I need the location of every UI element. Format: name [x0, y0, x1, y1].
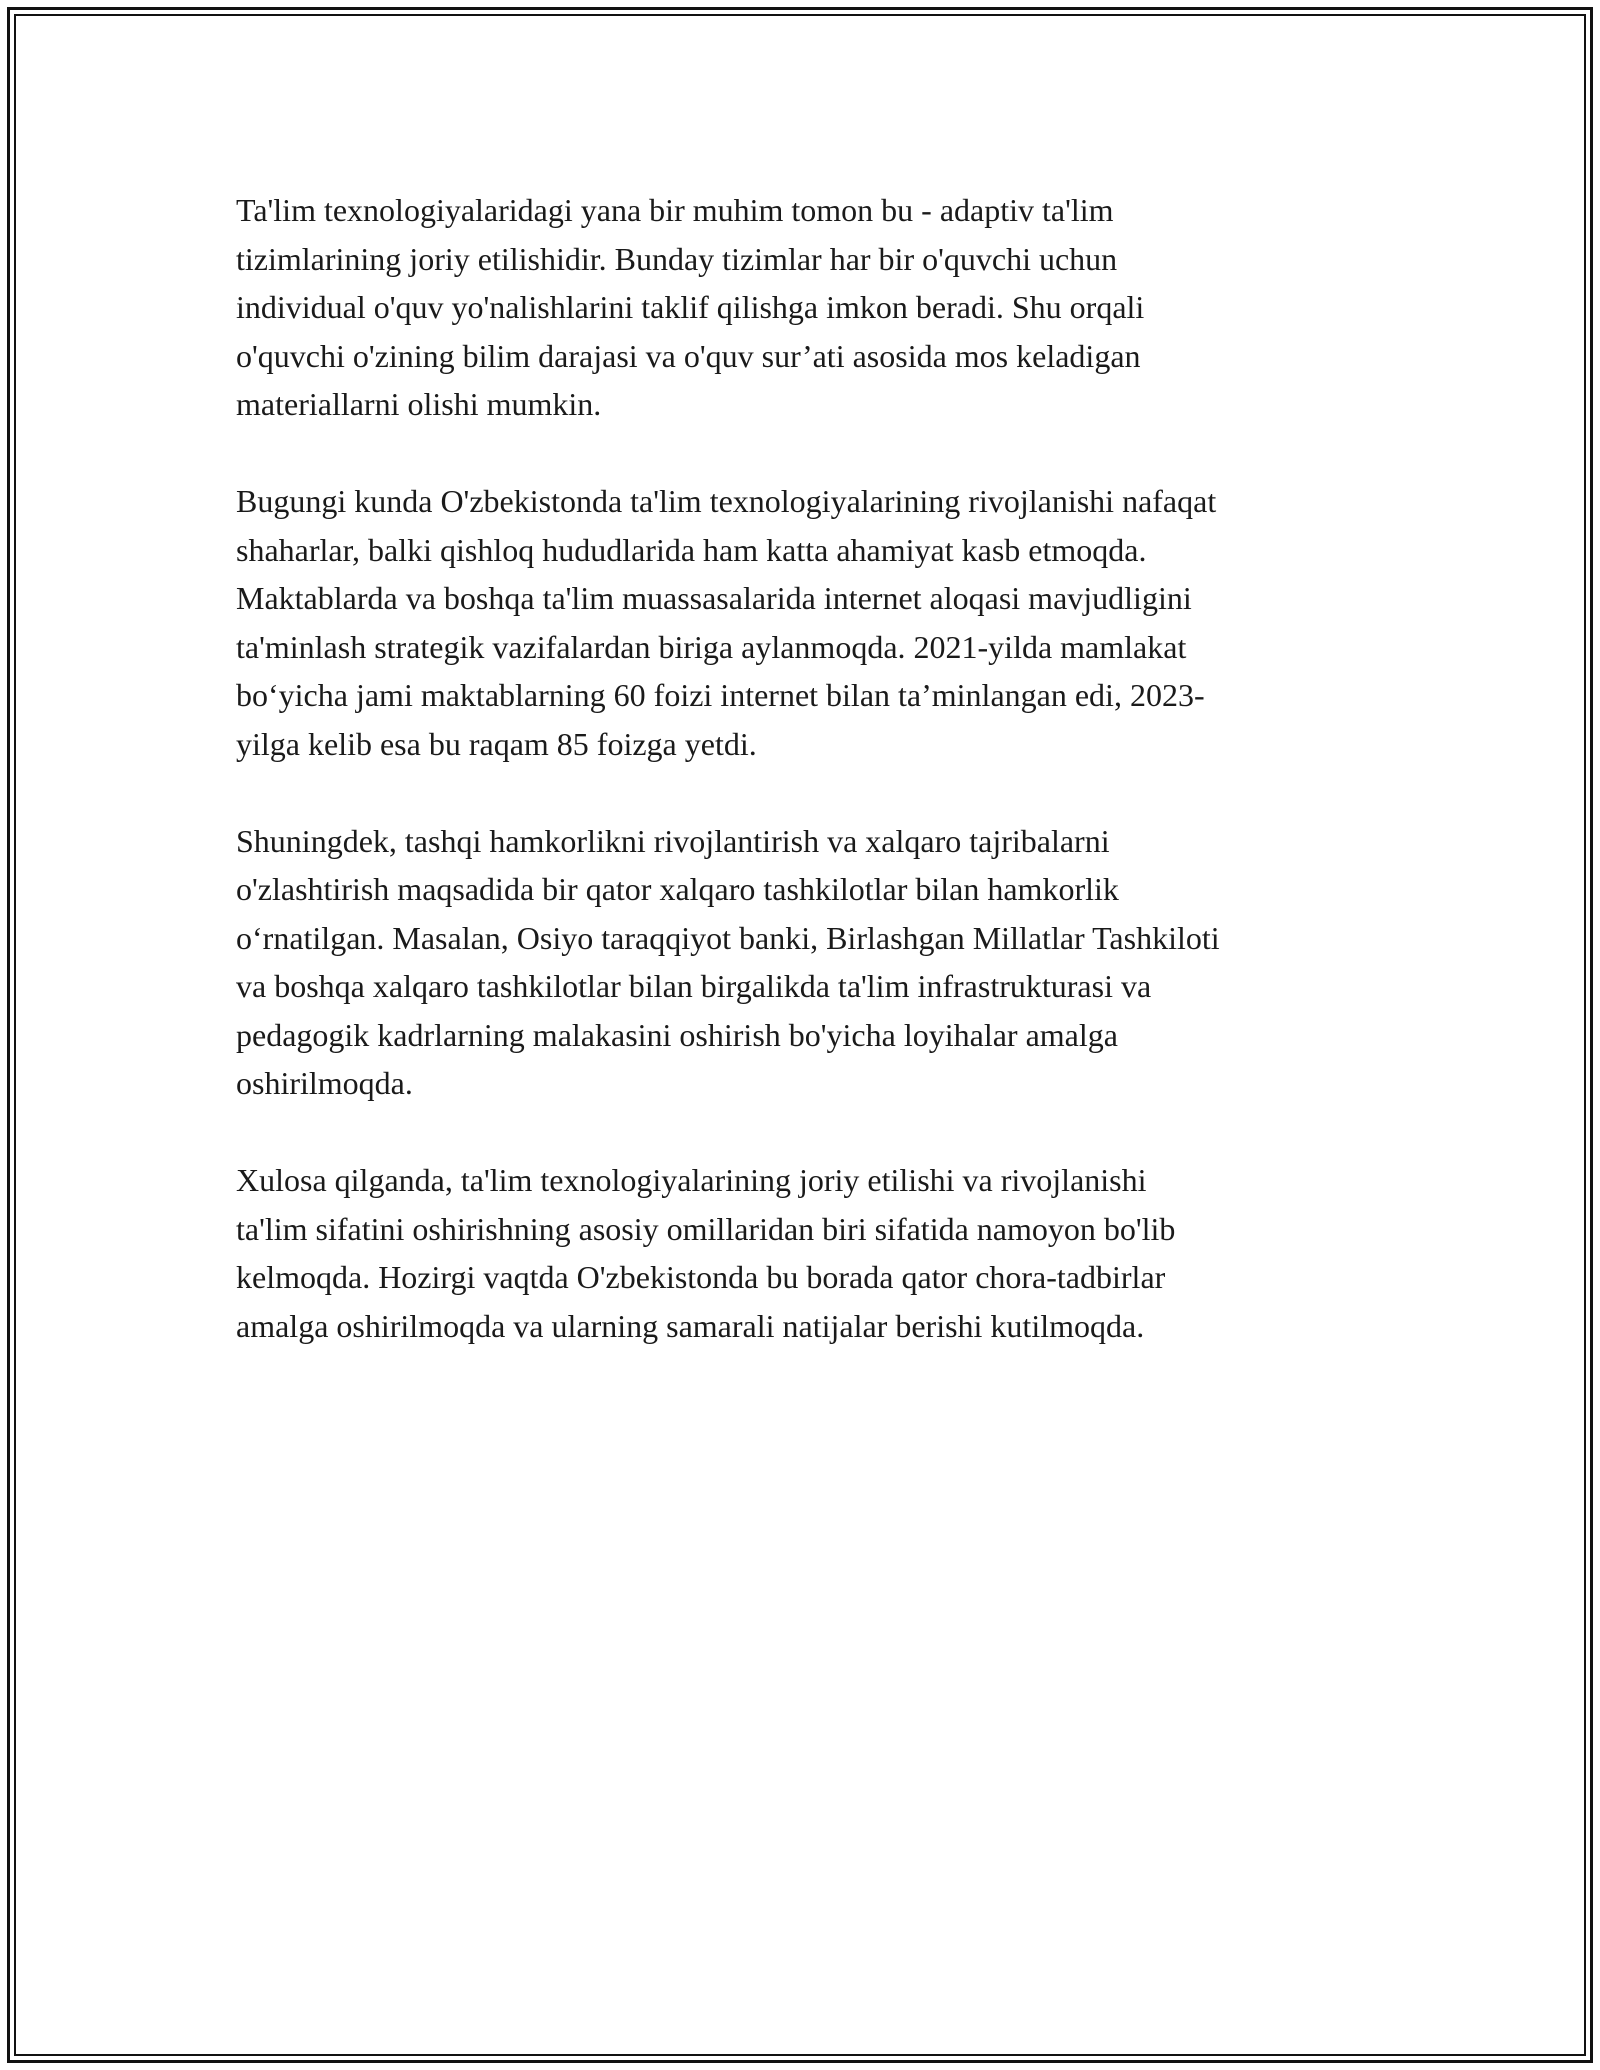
text-line: Bugungi kunda O'zbekistonda ta'lim texnologiyalarining rivojlanishi nafaqat: [236, 483, 1217, 519]
text-line: va boshqa xalqaro tashkilotlar bilan birgalikda ta'lim infrastrukturasi va: [236, 968, 1152, 1004]
text-line: ta'lim sifatini oshirishning asosiy omillaridan biri sifatida namoyon bo'lib: [236, 1210, 1176, 1247]
text-line: materiallarni olishi mumkin.: [236, 386, 602, 422]
paragraph-conclusion: [236, 1156, 1376, 1350]
text-line: tizimlarining joriy etilishidir. Bunday tizimlar har bir o'quvchi uchun: [236, 240, 1118, 277]
text-line: yilga kelib esa bu raqam 85 foizga yetdi.: [236, 725, 757, 762]
text-line: oshirilmoqda.: [236, 1065, 413, 1101]
text-line: pedagogik kadrlarning malakasini oshirish bo'yicha loyihalar amalga: [236, 1016, 1118, 1053]
text-line: shaharlar, balki qishloq hududlarida ham katta ahamiyat kasb etmoqda.: [236, 531, 1147, 568]
text-line: o‘rnatilgan. Masalan, Osiyo taraqqiyot banki, Birlashgan Millatlar Tashkiloti: [236, 919, 1220, 956]
text-line: Maktablarda va boshqa ta'lim muassasalarida internet aloqasi mavjudligini: [236, 580, 1192, 616]
text-line: Ta'lim texnologiyalaridagi yana bir muhim tomon bu - adaptiv ta'lim: [236, 192, 1114, 228]
text-line: individual o'quv yo'nalishlarini taklif qilishga imkon beradi. Shu orqali: [236, 289, 1145, 325]
text-line: amalga oshirilmoqda va ularning samarali natijalar berishi kutilmoqda.: [236, 1307, 1145, 1344]
text-line: ta'minlash strategik vazifalardan biriga aylanmoqda. 2021-yilda mamlakat: [236, 628, 1187, 665]
text-line: bo‘yicha jami maktablarning 60 foizi internet bilan ta’minlangan edi, 2023-: [236, 677, 1205, 713]
text-line: o'zlashtirish maqsadida bir qator xalqaro tashkilotlar bilan hamkorlik: [236, 871, 1119, 907]
text-line: Shuningdek, tashqi hamkorlikni rivojlantirish va xalqaro tajribalarni: [236, 822, 1110, 859]
text-line: Xulosa qilganda, ta'lim texnologiyalarining joriy etilishi va rivojlanishi: [236, 1162, 1147, 1198]
document-body: [236, 186, 1376, 1399]
text-line: o'quvchi o'zining bilim darajasi va o'quv sur’ati asosida mos keladigan: [236, 337, 1141, 374]
paragraph-adaptive-learning: [236, 186, 1376, 429]
paragraph-international-cooperation: [236, 817, 1376, 1108]
paragraph-internet-access: [236, 477, 1376, 768]
text-line: kelmoqda. Hozirgi vaqtda O'zbekistonda bu borada qator chora-tadbirlar: [236, 1259, 1166, 1295]
